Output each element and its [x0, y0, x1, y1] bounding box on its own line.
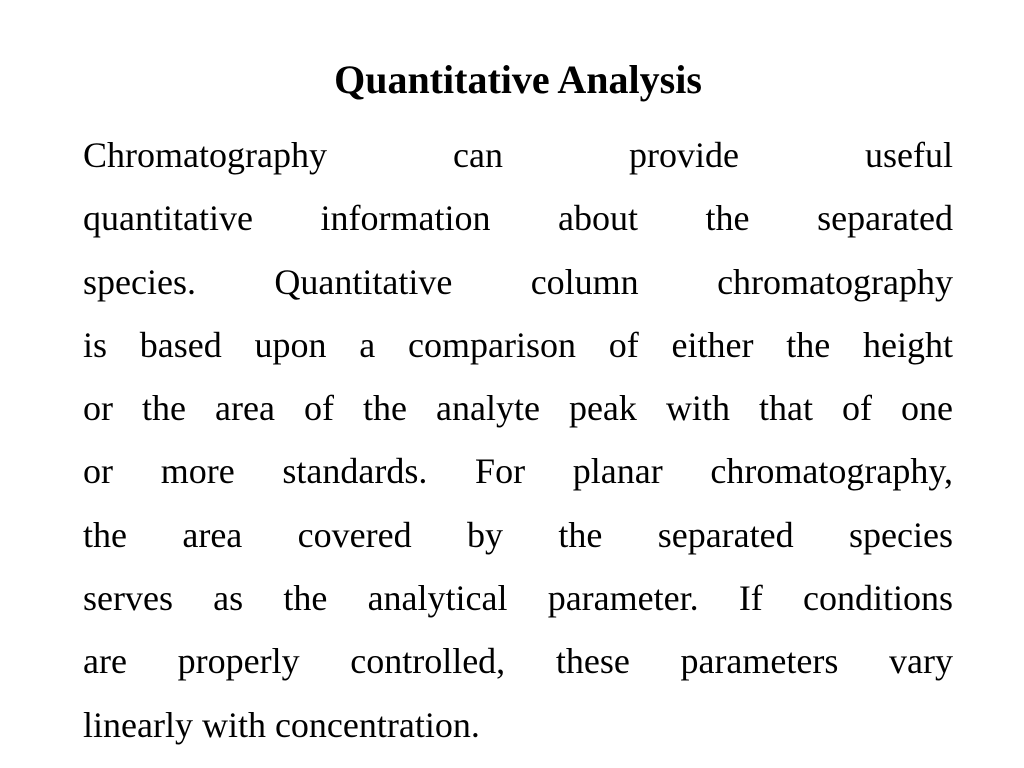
paragraph-line: linearly with concentration.: [83, 704, 480, 745]
word: Chromatography: [83, 135, 327, 175]
paragraph-line: [83, 124, 953, 187]
word: conditions: [803, 578, 953, 619]
word: that: [758, 388, 813, 429]
word: peak: [568, 388, 637, 429]
word: separated: [657, 514, 794, 555]
word: column: [530, 261, 639, 302]
word: area: [215, 388, 275, 429]
word: the: [83, 514, 127, 555]
paragraph-line: [83, 630, 953, 693]
paragraph-line: [83, 504, 953, 567]
word: If: [738, 578, 763, 619]
word: species: [849, 514, 953, 555]
word: standards.: [282, 451, 428, 492]
paragraph-line: [83, 187, 953, 250]
paragraph-line: [83, 251, 953, 314]
paragraph-line: [83, 440, 953, 503]
word: about: [558, 198, 638, 239]
word: separated: [817, 198, 953, 239]
word: the: [705, 198, 750, 239]
word: provide: [628, 135, 739, 175]
word: covered: [297, 514, 412, 555]
word: or: [83, 451, 113, 492]
word: more: [160, 451, 235, 492]
word: serves: [83, 578, 173, 619]
slide-body-paragraph: [83, 124, 953, 757]
word: one: [900, 388, 953, 429]
word: analytical: [367, 578, 508, 619]
word: parameters: [680, 641, 839, 682]
word: analyte: [435, 388, 540, 429]
word: or: [83, 388, 113, 429]
word: useful: [864, 135, 953, 175]
word: of: [303, 388, 334, 429]
word: comparison: [408, 324, 576, 365]
word: of: [608, 324, 639, 365]
word: species.: [83, 261, 196, 302]
word: upon: [254, 324, 327, 365]
word: chromatography,: [710, 451, 953, 492]
word: the: [786, 324, 831, 365]
paragraph-line: [83, 567, 953, 630]
word: either: [671, 324, 754, 365]
word: these: [555, 641, 630, 682]
word: quantitative: [83, 198, 253, 239]
word: of: [841, 388, 872, 429]
word: the: [142, 388, 186, 429]
word: the: [362, 388, 407, 429]
word: controlled,: [350, 641, 506, 682]
word: can: [452, 135, 503, 175]
word: properly: [177, 641, 300, 682]
word: planar: [572, 451, 663, 492]
word: the: [283, 578, 328, 619]
word: a: [359, 324, 376, 365]
word: the: [558, 514, 603, 555]
paragraph-line: [83, 377, 953, 440]
word: information: [320, 198, 491, 239]
word: based: [139, 324, 222, 365]
word: as: [213, 578, 244, 619]
word: by: [466, 514, 503, 555]
word: with: [665, 388, 730, 429]
word: is: [83, 324, 108, 365]
word: parameter.: [547, 578, 699, 619]
word: height: [863, 324, 953, 365]
word: area: [182, 514, 243, 555]
slide-title: Quantitative Analysis: [334, 57, 702, 102]
word: vary: [889, 641, 953, 682]
word: are: [83, 641, 127, 682]
word: Quantitative: [274, 261, 453, 302]
word: For: [475, 451, 526, 492]
paragraph-line: [83, 314, 953, 377]
word: chromatography: [717, 261, 953, 302]
